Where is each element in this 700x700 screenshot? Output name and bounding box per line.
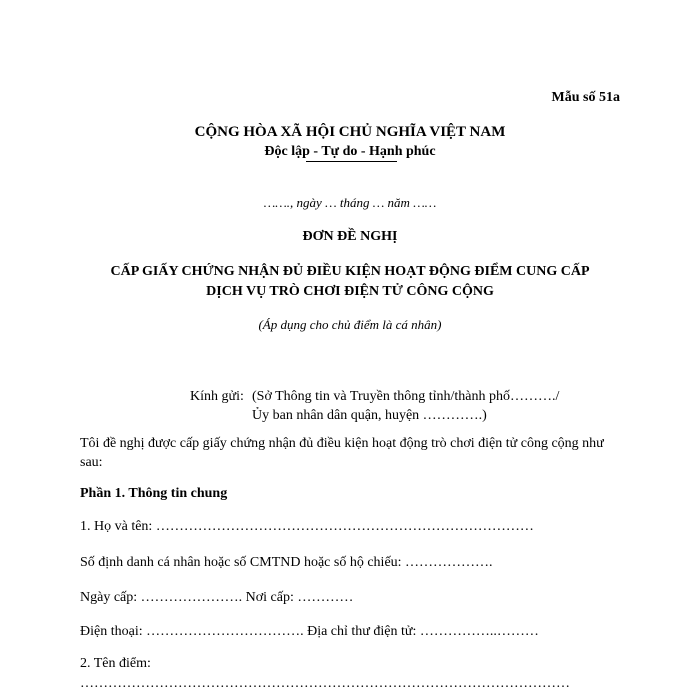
recipient-line-2: Ủy ban nhân dân quận, huyện ………….) xyxy=(252,408,487,423)
intro-paragraph: Tôi đề nghị được cấp giấy chứng nhận đủ điều kiện hoạt động trò chơi điện tử công cộng như sau: xyxy=(80,436,604,470)
recipient-line-1: (Sở Thông tin và Truyền thông tỉnh/thành phố………./ xyxy=(252,389,560,404)
venue-name-field: 2. Tên điểm: xyxy=(80,656,151,671)
form-number: Mẫu số 51a xyxy=(551,90,620,105)
country-name: CỘNG HÒA XÃ HỘI CHỦ NGHĨA VIỆT NAM xyxy=(194,124,506,140)
subtitle-line-1: CẤP GIẤY CHỨNG NHẬN ĐỦ ĐIỀU KIỆN HOẠT ĐỘNG ĐIỂM CUNG CẤP xyxy=(110,264,590,279)
venue-name-dots: …………………………………………………………………………………………… xyxy=(80,676,570,691)
issue-info-field: Ngày cấp: …………………. Nơi cấp: ………… xyxy=(80,590,354,605)
subtitle-line-2: DỊCH VỤ TRÒ CHƠI ĐIỆN TỬ CÔNG CỘNG xyxy=(206,284,494,299)
contact-field: Điện thoại: ……………………………. Địa chỉ thư điện tử: ……………..……… xyxy=(80,624,539,639)
recipient-label: Kính gửi: xyxy=(190,389,244,404)
applies-to-note: (Áp dụng cho chủ điểm là cá nhân) xyxy=(258,317,442,332)
motto-underline xyxy=(306,161,397,162)
id-number-field: Số định danh cá nhân hoặc số CMTND hoặc số hộ chiếu: ………………. xyxy=(80,555,493,570)
document-title: ĐƠN ĐỀ NGHỊ xyxy=(302,229,398,244)
document-subtitle xyxy=(0,262,700,302)
full-name-field: 1. Họ và tên: ……………………………………………………………………… xyxy=(80,519,534,534)
section-1-heading: Phần 1. Thông tin chung xyxy=(80,486,228,501)
dateline: ……., ngày … tháng … năm …… xyxy=(263,195,437,210)
national-motto: Độc lập - Tự do - Hạnh phúc xyxy=(264,144,436,159)
